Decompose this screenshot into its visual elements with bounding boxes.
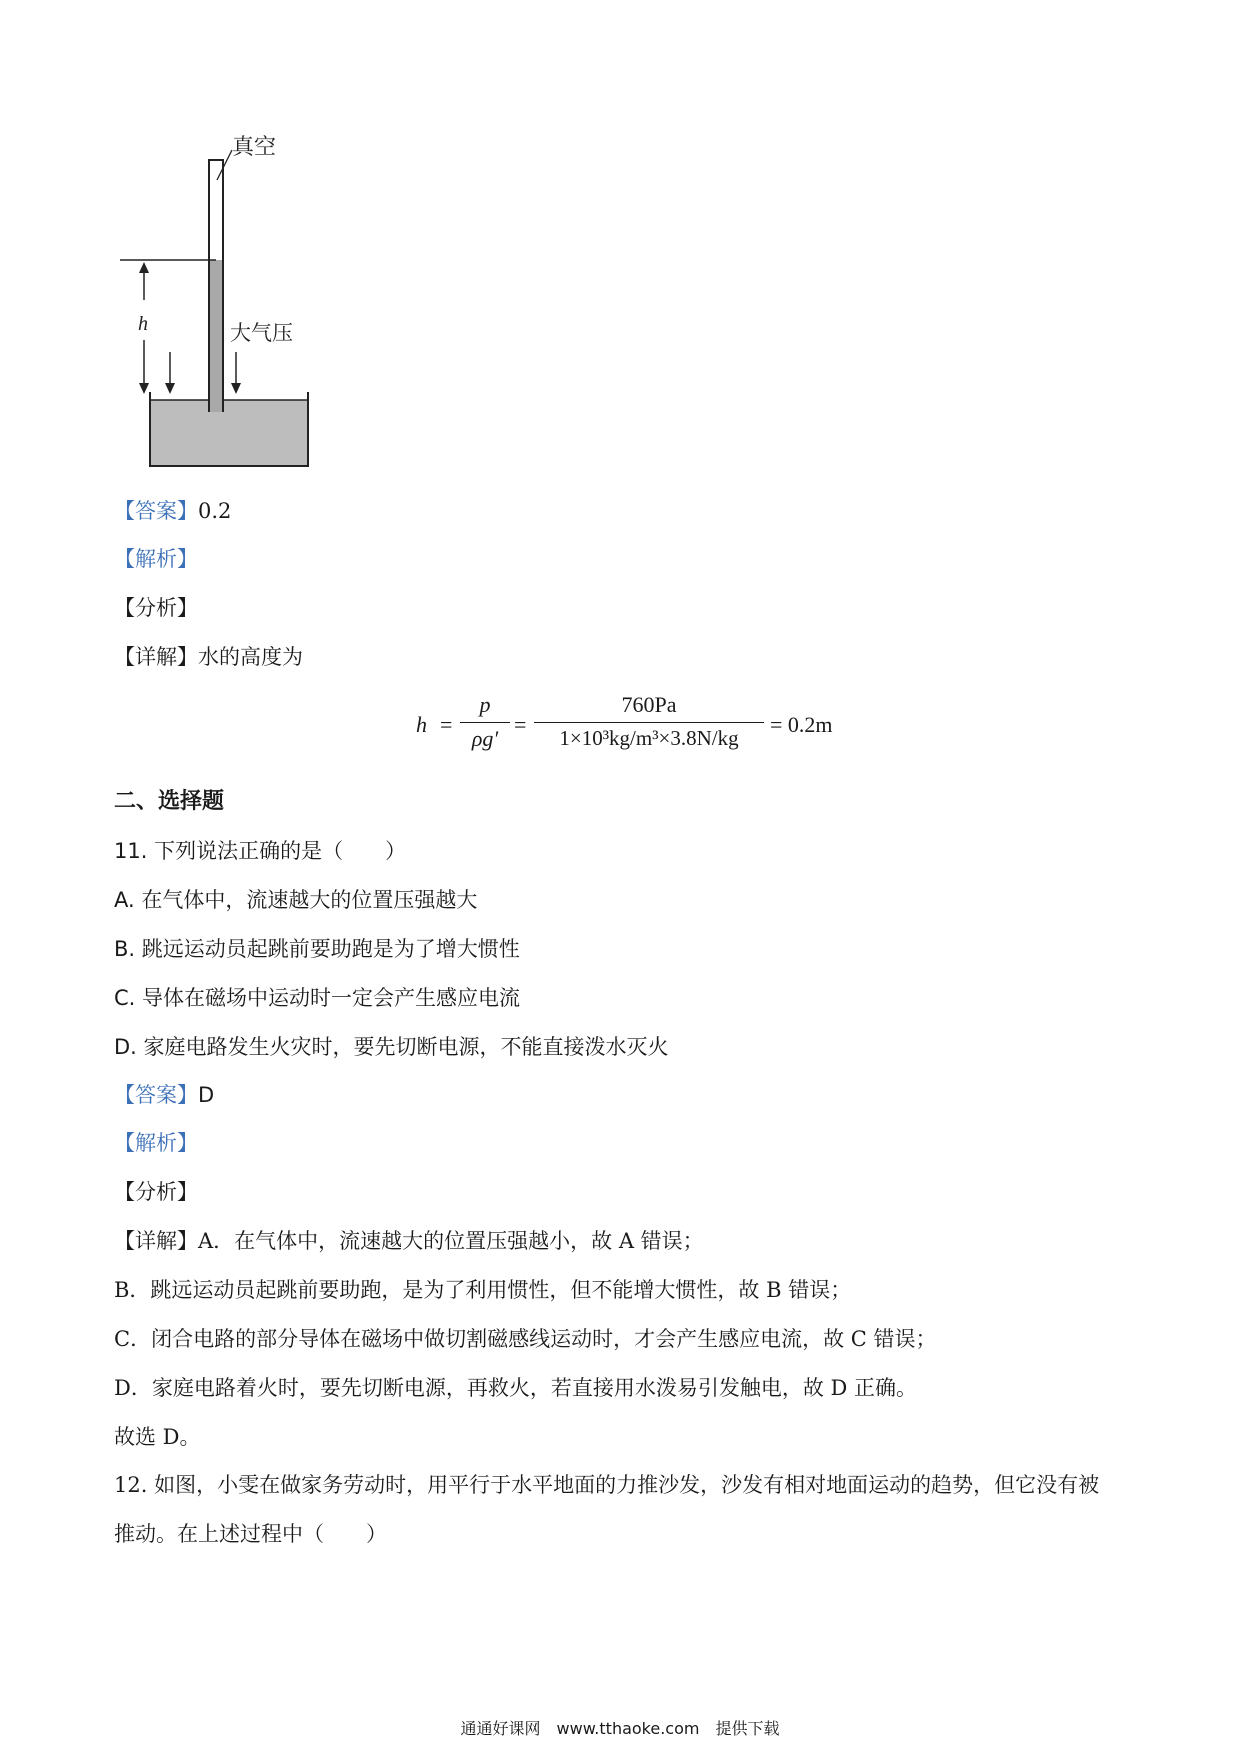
- formula-rho-g: ρg′: [471, 726, 499, 751]
- pressure-arrow-2: [165, 383, 175, 394]
- detail-text: A．在气体中，流速越大的位置压强越小，故 A 错误；: [198, 1229, 704, 1253]
- fenxi-tag: 【分析】: [114, 1180, 198, 1204]
- detail-tag: 【详解】: [114, 1229, 198, 1253]
- footer-watermark: 通通好课网 www.tthaoke.com 提供下载: [460, 1719, 780, 1738]
- basin-liquid: [150, 400, 308, 466]
- q12-stem-line-2: 推动。在上述过程中（ ）: [114, 1522, 387, 1546]
- answer-tag: 【答案】: [114, 499, 198, 523]
- mercury-column: [209, 260, 223, 415]
- section-title: 二、选择题: [114, 789, 225, 814]
- fenxi-tag: 【分析】: [114, 596, 198, 620]
- answer-value: D: [198, 1083, 215, 1107]
- height-formula: [410, 692, 850, 764]
- q11-answer-line: [114, 1080, 214, 1110]
- formula-equals-2: =: [514, 712, 527, 737]
- formula-denominator: 1×10³kg/m³×3.8N/kg: [559, 726, 739, 750]
- q11-detail-line-4: D．家庭电路着火时，要先切断电源，再救火，若直接用水泼易引发触电，故 D 正确。: [114, 1376, 918, 1400]
- analysis-tag: 【解析】: [114, 1131, 198, 1155]
- formula-result: = 0.2m: [770, 712, 833, 737]
- q11-option-c: C. 导体在磁场中运动时一定会产生感应电流: [114, 986, 521, 1010]
- pressure-label: 大气压: [230, 321, 293, 345]
- formula-p: p: [479, 692, 491, 717]
- q10-detail-line: [114, 642, 303, 672]
- fraction-values: [534, 692, 764, 751]
- detail-text: 水的高度为: [198, 645, 303, 669]
- vacuum-leader-line: [217, 150, 232, 180]
- analysis-tag: 【解析】: [114, 547, 198, 571]
- answer-tag: 【答案】: [114, 1083, 198, 1107]
- q11-detail-line-2: B．跳远运动员起跳前要助跑，是为了利用惯性，但不能增大惯性，故 B 错误；: [114, 1278, 852, 1302]
- q12-stem-line-1: 12. 如图，小雯在做家务劳动时，用平行于水平地面的力推沙发，沙发有相对地面运动的趋势，但它没有被: [114, 1473, 1100, 1497]
- formula-h: h: [416, 712, 427, 737]
- h-label: h: [138, 313, 148, 335]
- pressure-arrow-1: [139, 383, 149, 394]
- formula-equals-1: =: [440, 712, 453, 737]
- q11-option-a: A. 在气体中，流速越大的位置压强越大: [114, 888, 478, 912]
- q10-answer-line: [114, 496, 231, 526]
- q11-option-d: D. 家庭电路发生火灾时，要先切断电源，不能直接泼水灭火: [114, 1035, 669, 1059]
- pressure-arrow-3: [231, 383, 241, 394]
- h-up-arrow: [139, 262, 149, 273]
- vacuum-label: 真空: [232, 135, 277, 160]
- q11-option-b: B. 跳远运动员起跳前要助跑是为了增大惯性: [114, 937, 520, 961]
- formula-numerator: 760Pa: [621, 692, 677, 717]
- q11-stem: 11. 下列说法正确的是（ ）: [114, 839, 407, 863]
- answer-value: 0.2: [198, 499, 232, 523]
- q11-conclusion: 故选 D。: [114, 1425, 201, 1449]
- q11-detail-line-1: [114, 1226, 704, 1256]
- barometer-figure: [120, 130, 340, 470]
- fraction-p-over-rho-g: [460, 692, 510, 752]
- detail-tag: 【详解】: [114, 645, 198, 669]
- q11-detail-line-3: C．闭合电路的部分导体在磁场中做切割磁感线运动时，才会产生感应电流，故 C 错误；: [114, 1327, 937, 1351]
